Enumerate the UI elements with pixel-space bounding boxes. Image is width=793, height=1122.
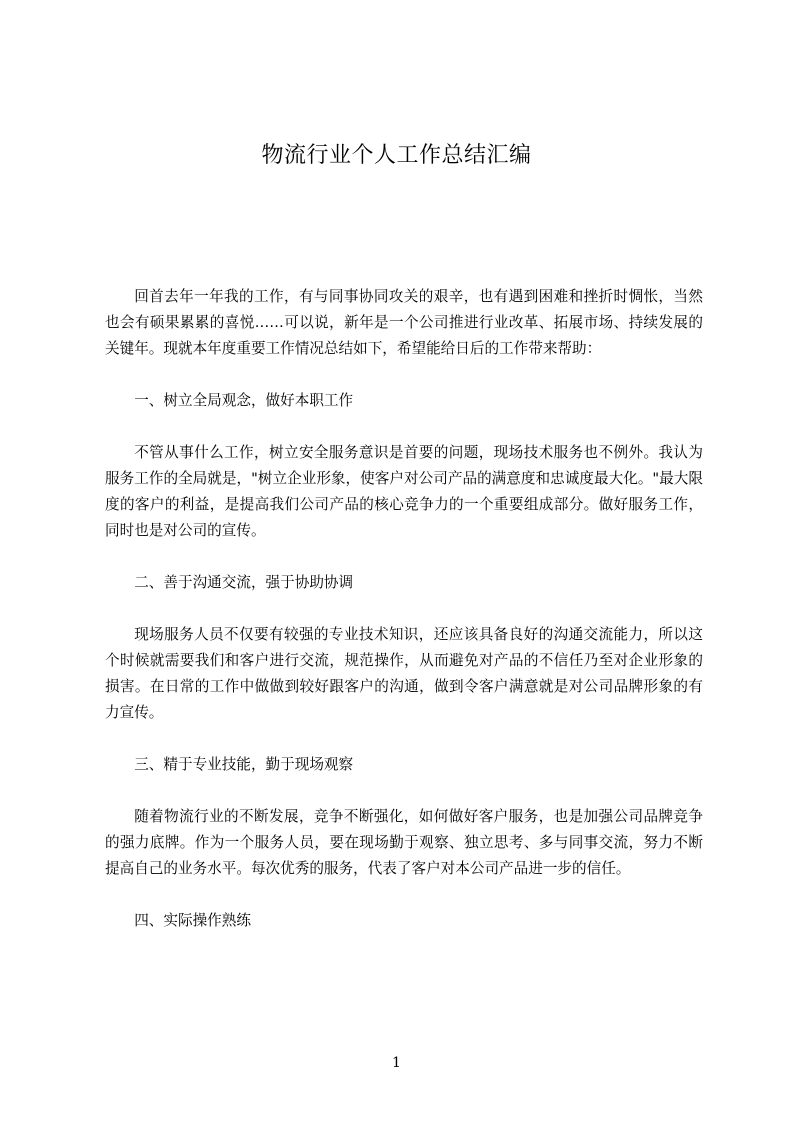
page-number: 1: [392, 1055, 401, 1071]
section-heading-4: 四、实际操作熟练: [134, 912, 251, 929]
paragraph-section-2: 现场服务人员不仅要有较强的专业技术知识，还应该具备良好的沟通交流能力，所以这个时候就需要我们和客户进行交流，规范操作，从而避免对产品的不信任乃至对企业形象的损害。在日常的工作中做做到较好跟客户的沟通，做到令客户满意就是对公司品牌形象的有力宣传。: [105, 626, 703, 721]
document-body: [105, 284, 703, 960]
paragraph-section-3: 随着物流行业的不断发展，竞争不断强化，如何做好客户服务，也是加强公司品牌竞争的强力底牌。作为一个服务人员，要在现场勤于观察、独立思考、多与同事交流，努力不断提高自己的业务水平。每次优秀的服务，代表了客户对本公司产品进一步的信任。: [105, 808, 703, 877]
section-heading-3: 三、精于专业技能，勤于现场观察: [134, 756, 354, 773]
document-title: 物流行业个人工作总结汇编: [261, 143, 532, 168]
section-heading-1: 一、树立全局观念，做好本职工作: [134, 392, 354, 409]
paragraph-section-1: 不管从事什么工作，树立安全服务意识是首要的问题，现场技术服务也不例外。我认为服务工作的全局就是，"树立企业形象，使客户对公司产品的满意度和忠诚度最大化。"最大限度的客户的利益，是提高我们公司产品的核心竞争力的一个重要组成部分。做好服务工作，同时也是对公司的宣传。: [105, 444, 703, 539]
section-heading-2: 二、善于沟通交流，强于协助协调: [134, 574, 354, 591]
paragraph-intro: 回首去年一年我的工作，有与同事协同攻关的艰辛，也有遇到困难和挫折时惆怅，当然也会有硕果累累的喜悦……可以说，新年是一个公司推进行业改革、拓展市场、持续发展的关键年。现就本年度重要工作情况总结如下，希望能给日后的工作带来帮助：: [105, 288, 703, 357]
